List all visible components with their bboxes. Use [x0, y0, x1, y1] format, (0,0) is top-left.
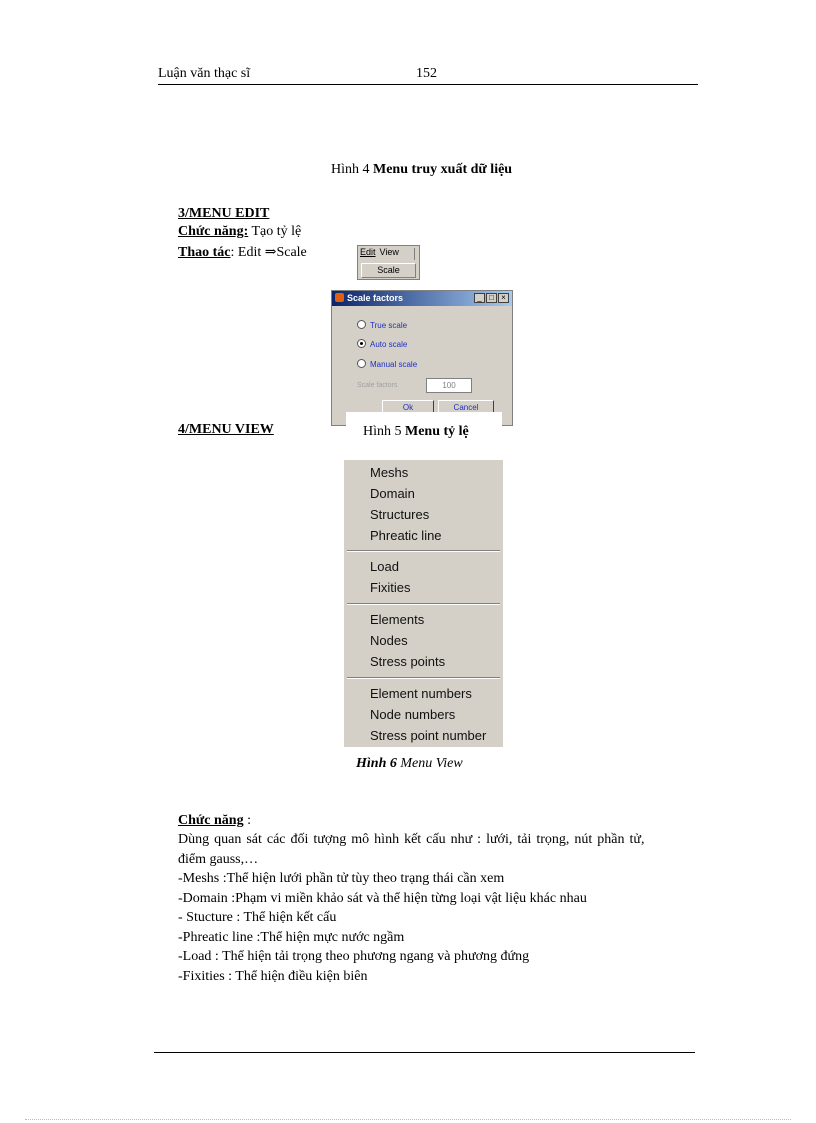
menubar-row — [360, 247, 403, 261]
figure-6-title: Menu View — [400, 756, 463, 771]
function-text: Tạo tỷ lệ — [248, 224, 302, 239]
page-bottom-dotted-line — [25, 1119, 791, 1120]
section-3-heading: 3/MENU EDIT — [178, 206, 270, 221]
function-heading — [178, 811, 251, 830]
page-header — [158, 66, 698, 85]
figure-6-label: Hình 6 — [356, 756, 397, 771]
scale-factor-input[interactable]: 100 — [426, 378, 472, 393]
radio-true-scale[interactable] — [357, 320, 407, 330]
figure-4-prefix: Hình 4 — [331, 162, 370, 177]
section-4-heading: 4/MENU VIEW — [178, 422, 274, 437]
function-line: -Phreatic line :Thể hiện mực nước ngầm — [178, 930, 405, 945]
header-title: Luận văn thạc sĩ — [158, 66, 251, 81]
figure-5-prefix: Hình 5 — [363, 424, 402, 439]
function-line: -Domain :Phạm vi miền khảo sát và thể hiện từng loại vật liệu khác nhau — [178, 891, 587, 906]
view-menu-item-fixities[interactable]: Fixities — [370, 580, 411, 595]
view-menu-item-nodes[interactable]: Nodes — [370, 633, 408, 648]
scale-factors-dialog — [331, 290, 513, 426]
section-3-function — [178, 222, 301, 241]
function-line: Dùng quan sát các đối tượng mô hình kết cấu như : lưới, tải trọng, nút phần tử, — [178, 832, 645, 847]
view-menu-item-stress-point-number[interactable]: Stress point number — [370, 728, 487, 743]
operation-text: : Edit ⇒Scale — [230, 245, 307, 260]
dialog-titlebar — [332, 291, 512, 306]
function-line: -Meshs :Thể hiện lưới phần tử tùy theo trạng thái cần xem — [178, 871, 505, 886]
function-line: - Stucture : Thể hiện kết cấu — [178, 910, 337, 925]
radio-circle — [357, 320, 366, 329]
view-menu-item-structures[interactable]: Structures — [370, 507, 430, 522]
view-menu-item-elements[interactable]: Elements — [370, 612, 425, 627]
section-3-operation — [178, 243, 307, 262]
function-line: -Load : Thể hiện tải trọng theo phương ngang và phương đứng — [178, 949, 530, 964]
view-menu-item-phreatic-line[interactable]: Phreatic line — [370, 528, 442, 543]
figure-5-caption — [363, 422, 469, 441]
view-menu-item-domain[interactable]: Domain — [370, 486, 415, 501]
edit-menubar — [357, 245, 420, 280]
radio-circle-selected — [357, 339, 366, 348]
figure-5-title: Menu tỷ lệ — [405, 424, 469, 439]
cancel-button[interactable]: Cancel — [438, 400, 494, 416]
dialog-title: Scale factors — [347, 293, 404, 303]
view-menu-item-node-numbers[interactable]: Node numbers — [370, 707, 456, 722]
menu-separator — [347, 677, 500, 679]
view-menu — [344, 460, 503, 747]
radio-auto-scale[interactable] — [357, 339, 407, 349]
figure-4-caption — [331, 160, 512, 179]
operation-label: Thao tác — [178, 245, 231, 260]
page-number: 152 — [416, 66, 437, 81]
radio-label: Manual scale — [370, 360, 418, 369]
minimize-icon[interactable]: _ — [474, 293, 485, 303]
view-menu-item-stress-points[interactable]: Stress points — [370, 654, 446, 669]
menu-item-scale[interactable]: Scale — [361, 263, 416, 278]
maximize-icon[interactable]: □ — [486, 293, 497, 303]
figure-6-caption — [356, 754, 463, 773]
menubar-separator — [414, 248, 415, 260]
function-label: Chức năng: — [178, 224, 249, 239]
radio-label: Auto scale — [370, 340, 408, 349]
footer-rule — [154, 1052, 695, 1053]
figure-4-title: Menu truy xuất dữ liệu — [373, 162, 513, 177]
view-menu-item-load[interactable]: Load — [370, 559, 399, 574]
function-section-label: Chức năng — [178, 813, 244, 828]
radio-label: True scale — [370, 321, 408, 330]
function-line: -Fixities : Thể hiện điều kiện biên — [178, 969, 368, 984]
radio-circle — [357, 359, 366, 368]
scale-factor-label: Scale factors — [357, 382, 398, 389]
ok-button[interactable]: Ok — [382, 400, 434, 416]
view-menu-item-meshs[interactable]: Meshs — [370, 465, 409, 480]
menu-separator — [347, 550, 500, 552]
function-line: điểm gauss,… — [178, 852, 259, 867]
close-icon[interactable]: × — [498, 293, 509, 303]
matlab-icon — [335, 293, 344, 302]
view-menu-item-element-numbers[interactable]: Element numbers — [370, 686, 472, 701]
menu-view[interactable]: View — [379, 247, 399, 257]
function-section-suffix: : — [243, 813, 251, 828]
radio-manual-scale[interactable] — [357, 359, 417, 369]
menu-separator — [347, 603, 500, 605]
menu-edit[interactable]: Edit — [360, 247, 376, 257]
